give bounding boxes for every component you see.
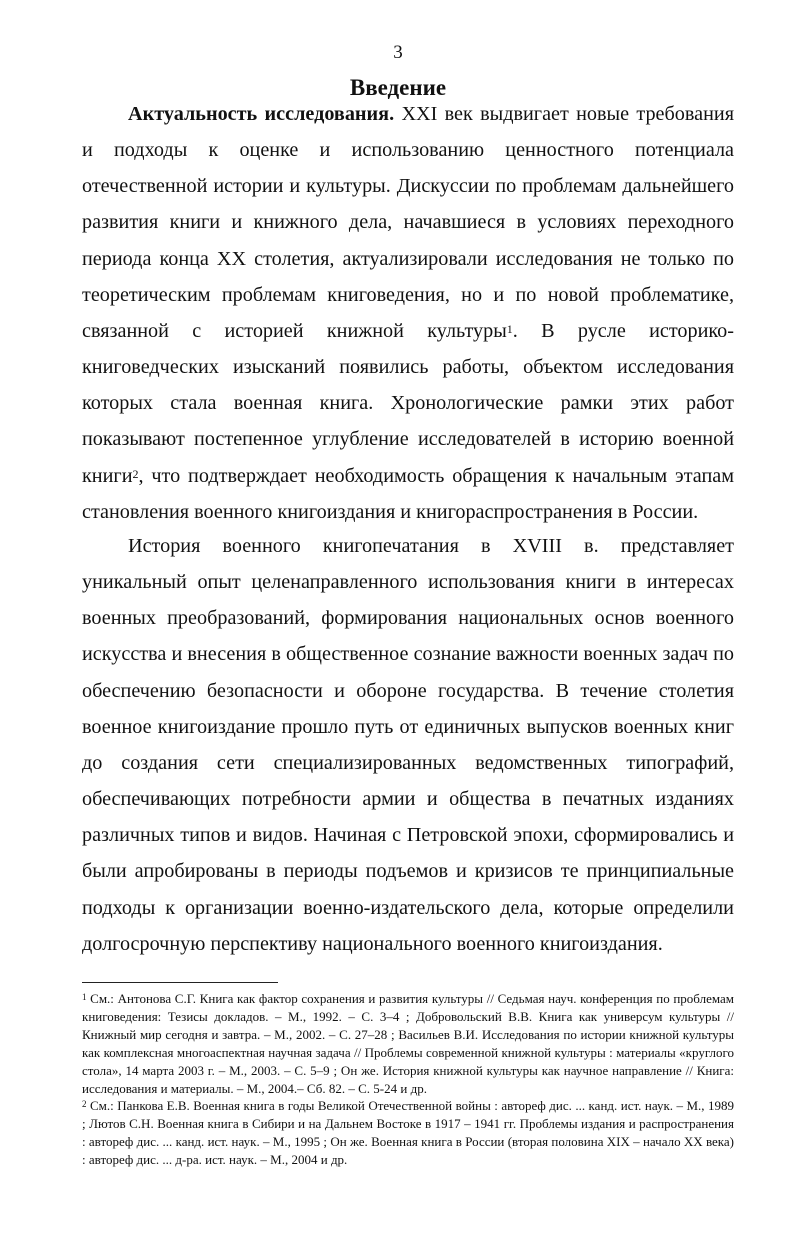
footnote-mark: 2	[82, 1099, 87, 1110]
footnote-text: См.: Антонова С.Г. Книга как фактор сохранения и развития культуры // Седьмая науч. конференция по проблемам книговедения: Тезисы докладов. – М., 1992. – С. 3–4 ; Добровольский В.В. Книга как универсум культуры // Книжный мир сегодня и завтра. – М., 2002. – С. 27–28 ; Васильев В.И. Исследования по истории книжной культуры как комплексная многоаспектная научная задача // Проблемы современной книжной культуры : материалы «круглого стола», 14 марта 2003 г. – М., 2003. – С. 5–9 ; Он же. История книжной культуры как научное направление // Книга: исследования и материалы. – М., 2004.– Сб. 82. – С. 5-24 и др.	[82, 991, 734, 1096]
footnote-1	[82, 990, 734, 1097]
paragraph-text: История военного книгопечатания в XVIII в. представляет уникальный опыт целенаправленного использования книги в интересах военных преобразований, формирования национальных основ военного искусства и внесения в общественное сознание важности военных задач по обеспечению безопасности и обороне государства. В течение столетия военное книгоиздание прошло путь от единичных выпусков военных книг до создания сети специализированных ведомственных типографий, обеспечивающих потребности армии и общества в печатных изданиях различных типов и видов. Начиная с Петровской эпохи, сформировались и были апробированы в периоды подъемов и кризисов те принципиальные подходы к организации военно-издательского дела, которые определили долгосрочную перспективу национального военного книгоиздания.	[82, 535, 734, 955]
footnote-divider	[82, 982, 278, 983]
paragraph-relevance	[82, 96, 734, 530]
footnotes	[82, 990, 734, 1169]
paragraph-history	[82, 528, 734, 962]
footnote-text: См.: Панкова Е.В. Военная книга в годы Великой Отечественной войны : автореф дис. ... канд. ист. наук. – М., 1989 ; Лютов С.Н. Военная книга в Сибири и на Дальнем Востоке в 1917 – 1941 гг. Проблемы издания и распространения : автореф дис. ... канд. ист. наук. – М., 1995 ; Он же. Военная книга в России (вторая половина XIX – начало XX века) : автореф дис. ... д-ра. ист. наук. – М., 2004 и др.	[82, 1098, 734, 1168]
paragraph-text: XXI век выдвигает новые требования и подходы к оценке и использованию ценностного потенциала отечественной истории и культуры. Дискуссии по проблемам дальнейшего развития книги и книжного дела, начавшиеся в условиях переходного периода конца XX столетия, актуализировали исследования не только по теоретическим проблемам книговедения, но и по новой проблематике, связанной с историей книжной культуры	[82, 103, 734, 342]
footnote-2	[82, 1097, 734, 1169]
paragraph-text: , что подтверждает необходимость обращения к начальным этапам становления военного книгоиздания и книгораспространения в России.	[82, 464, 734, 523]
page-number: 3	[393, 42, 403, 63]
footnote-ref-1[interactable]: 1	[506, 321, 513, 336]
paragraph-text: . В русле историко-книговедческих изысканий появились работы, объектом исследования которых стала военная книга. Хронологические рамки этих работ показывают постепенное углубление исследователей в историю военной книги	[82, 319, 735, 487]
footnote-mark: 1	[82, 992, 87, 1002]
section-title: Введение	[349, 75, 447, 100]
footnote-ref-2[interactable]: 2	[132, 466, 139, 481]
lead-in-heading: Актуальность исследования.	[128, 103, 395, 125]
